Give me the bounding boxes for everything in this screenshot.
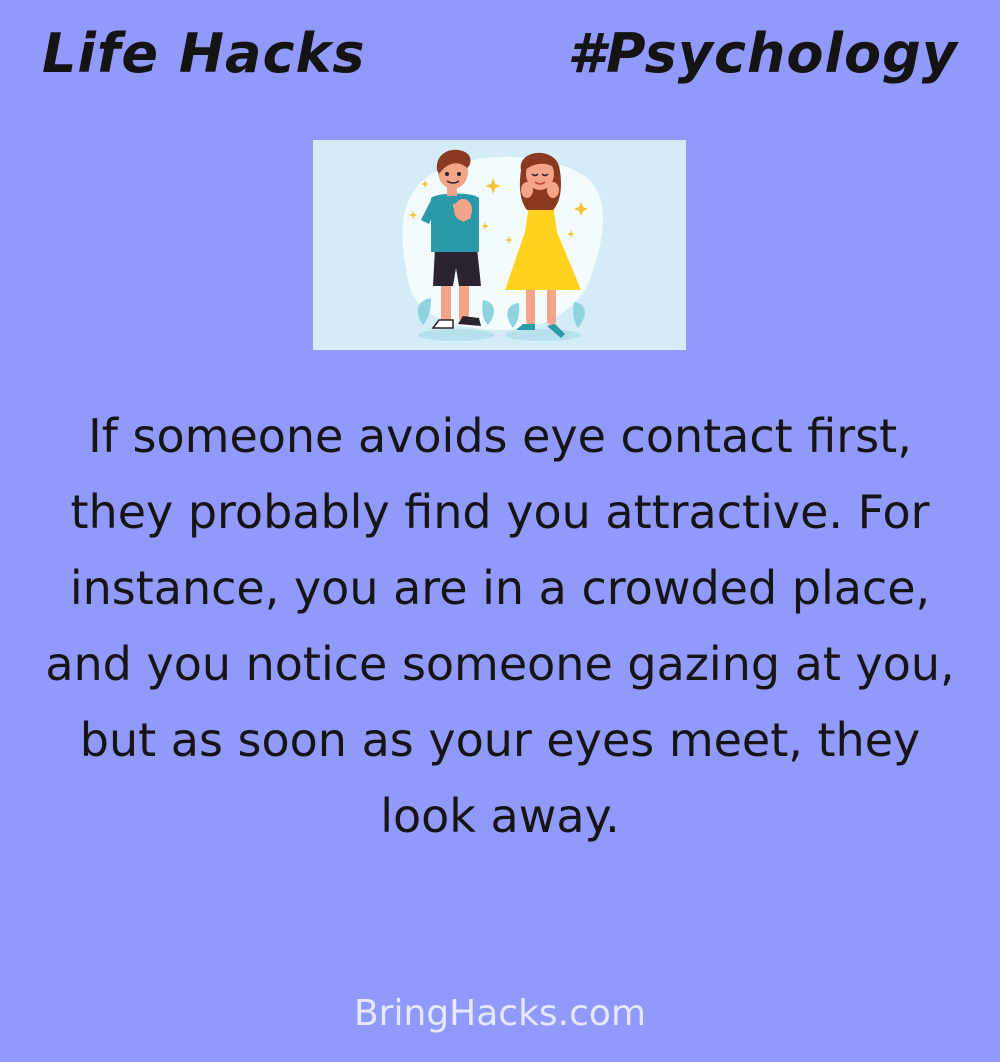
couple-illustration [313,140,686,350]
boy-shadow [418,329,494,341]
girl-shadow [505,329,581,341]
psychology-hashtag: #Psychology [567,22,958,85]
life-hacks-title: Life Hacks [42,22,366,85]
psychology-fact-text: If someone avoids eye contact first, they probably find you attractive. For instance, you are in a crowded place, and you notice someone gazing at you, but as soon as your eyes meet, they look away. [45,409,955,843]
couple-illustration-icon [313,140,686,350]
site-credit: BringHacks.com [353,993,647,1034]
